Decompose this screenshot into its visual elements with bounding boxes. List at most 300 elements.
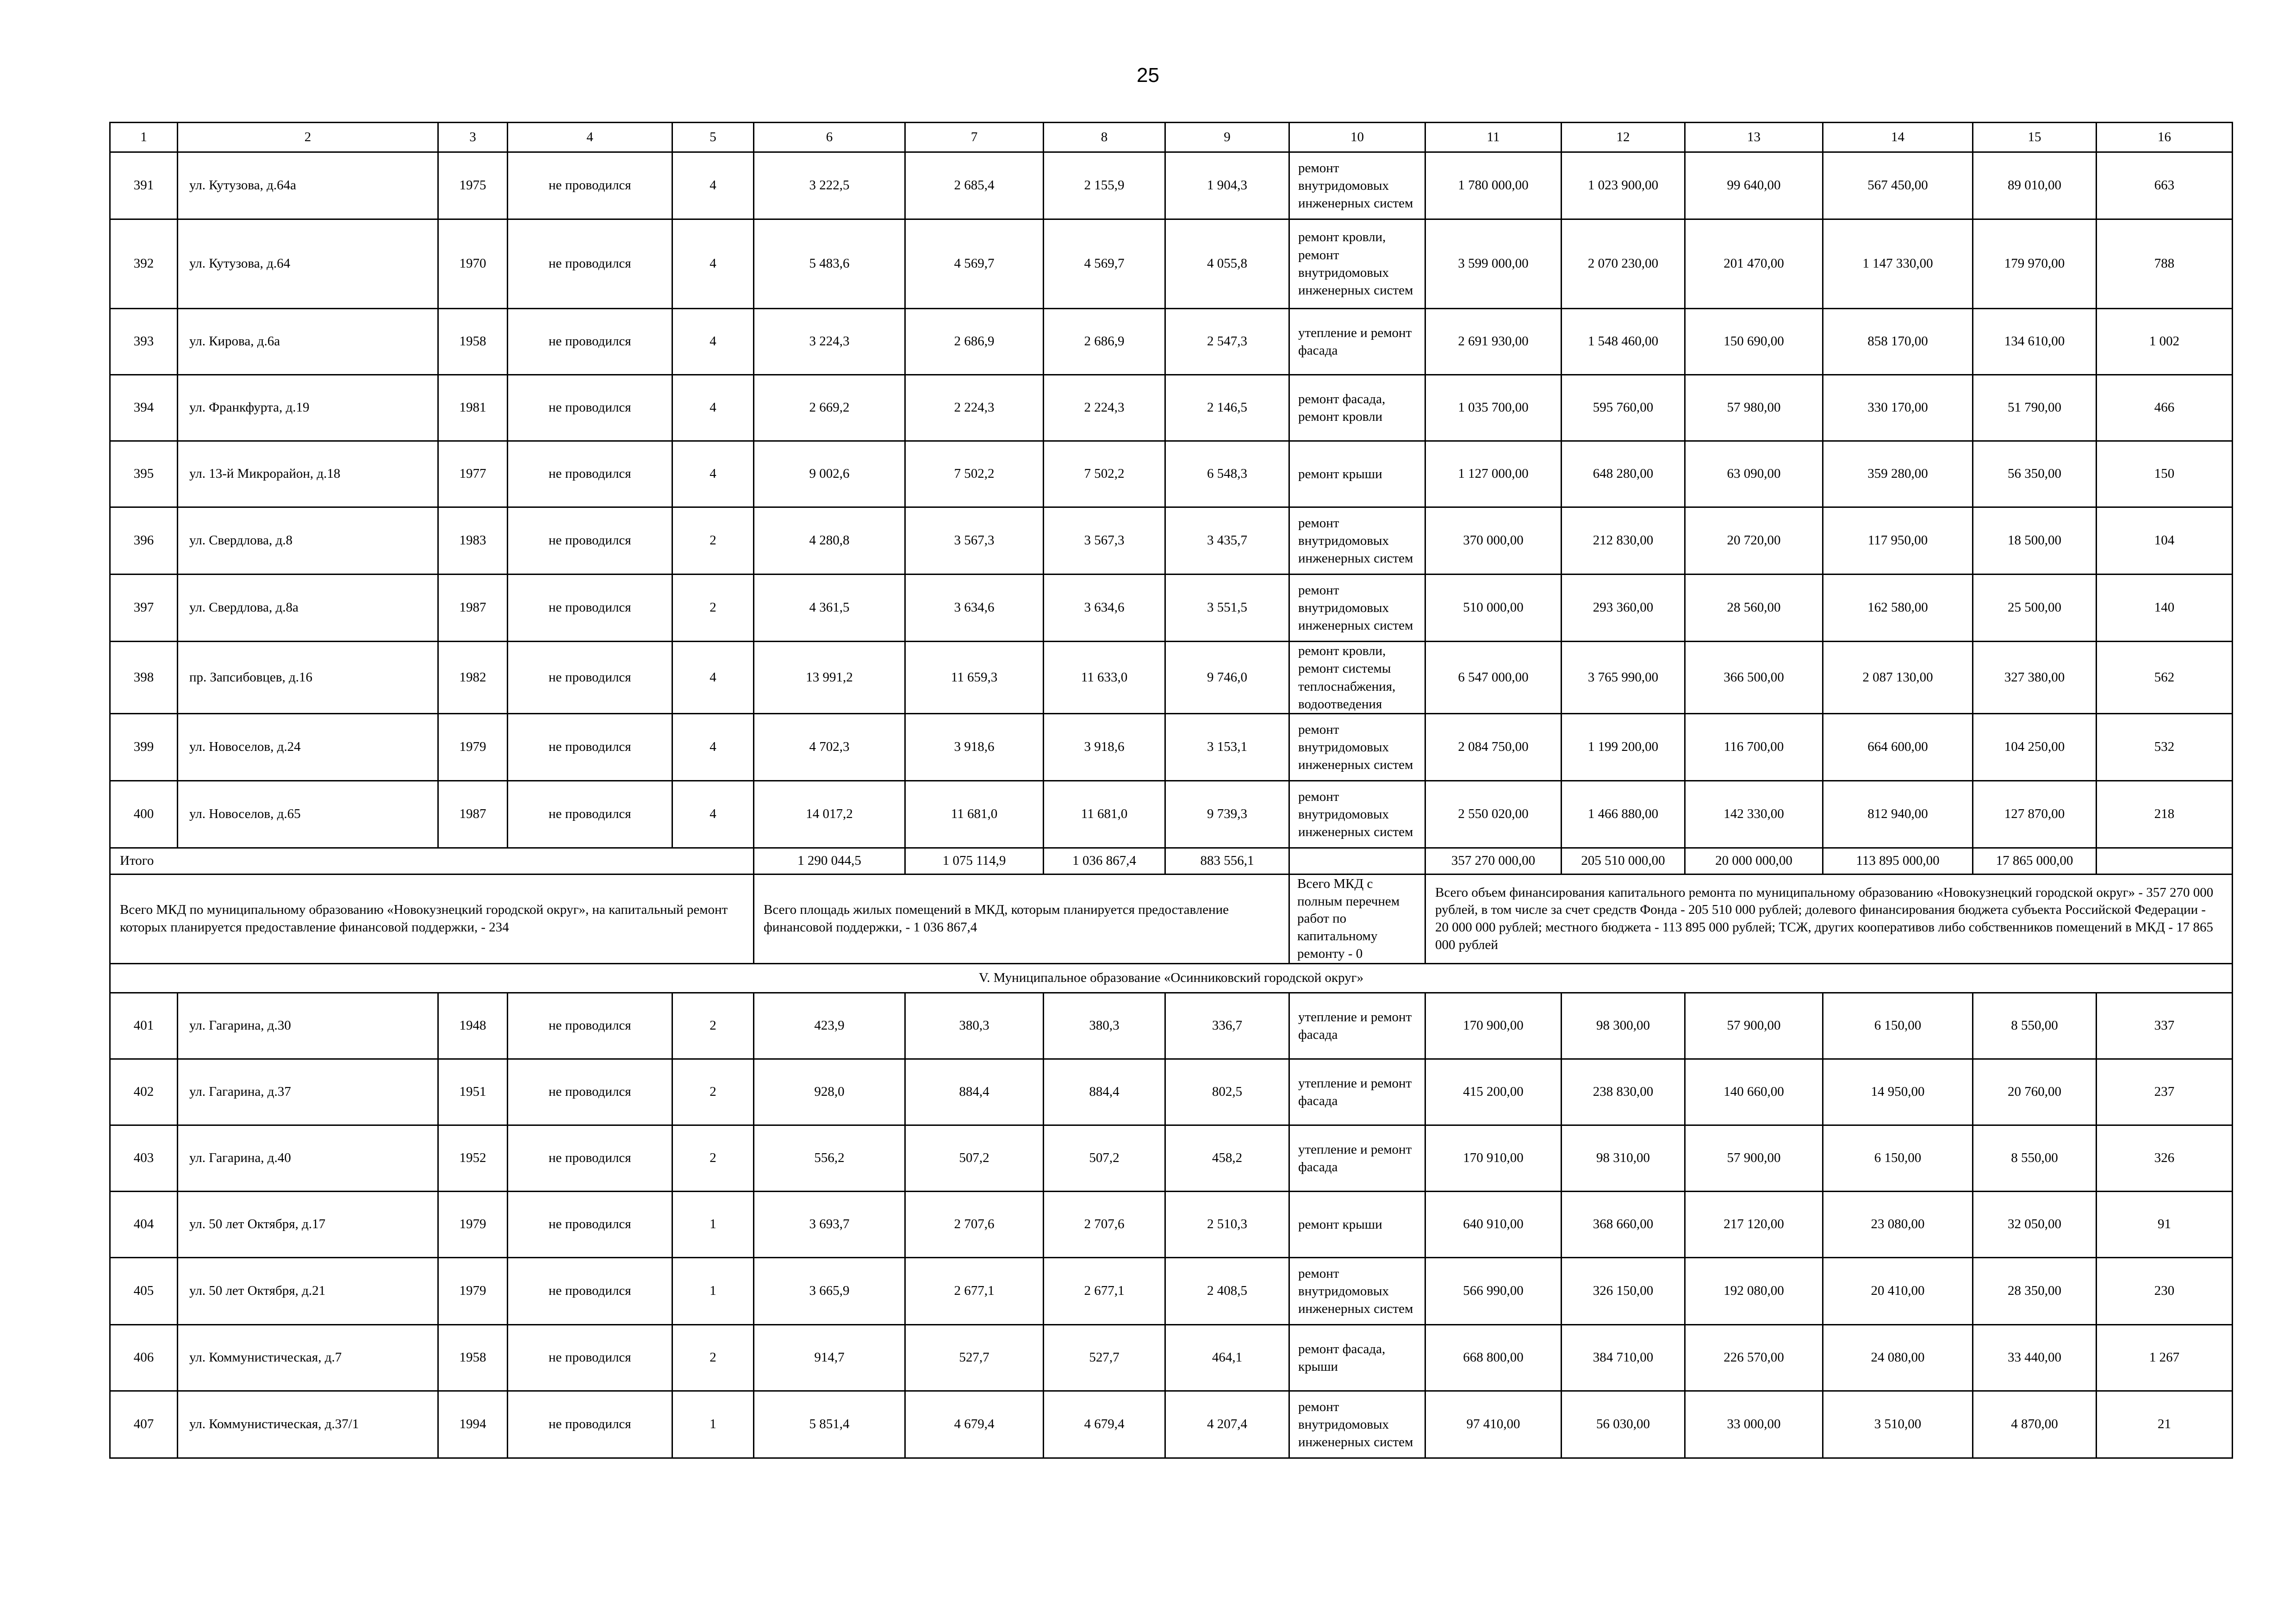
address-cell: ул. Коммунистическая, д.37/1	[178, 1391, 438, 1458]
table-cell: не проводился	[508, 219, 672, 309]
table-cell: 1	[672, 1391, 754, 1458]
table-cell: 507,2	[1044, 1125, 1165, 1192]
table-cell: 150 690,00	[1685, 309, 1823, 375]
table-row	[110, 152, 2233, 219]
table-cell: 2 408,5	[1165, 1258, 1289, 1325]
table-cell: 1 147 330,00	[1823, 219, 1973, 309]
table-cell: 2 691 930,00	[1425, 309, 1562, 375]
table-cell: 3 599 000,00	[1425, 219, 1562, 309]
table-cell: 150	[2097, 441, 2233, 507]
table-cell: 33 440,00	[1973, 1325, 2097, 1391]
table-cell: 99 640,00	[1685, 152, 1823, 219]
table-cell: 162 580,00	[1823, 575, 1973, 642]
table-cell: не проводился	[508, 309, 672, 375]
column-header: 3	[438, 123, 508, 152]
table-cell: 104 250,00	[1973, 714, 2097, 781]
table-cell: 2 070 230,00	[1562, 219, 1685, 309]
table-cell: 1987	[438, 575, 508, 642]
works-cell: утепление и ремонт фасада	[1289, 309, 1425, 375]
table-cell: 527,7	[905, 1325, 1044, 1391]
table-cell: 201 470,00	[1685, 219, 1823, 309]
table-cell: 464,1	[1165, 1325, 1289, 1391]
table-cell: 142 330,00	[1685, 781, 1823, 848]
table-cell: 394	[110, 375, 178, 441]
table-cell: 3 634,6	[905, 575, 1044, 642]
table-cell: 532	[2097, 714, 2233, 781]
table-cell: 4 055,8	[1165, 219, 1289, 309]
table-cell: 326	[2097, 1125, 2233, 1192]
table-cell: 98 300,00	[1562, 993, 1685, 1059]
table-cell: 4	[672, 781, 754, 848]
table-cell: 2	[672, 1059, 754, 1125]
table-cell: 2 685,4	[905, 152, 1044, 219]
table-cell: 2 510,3	[1165, 1192, 1289, 1258]
table-cell: 4	[672, 642, 754, 714]
table-cell: 928,0	[754, 1059, 905, 1125]
total-cell: 20 000 000,00	[1685, 848, 1823, 874]
table-cell: 20 720,00	[1685, 507, 1823, 575]
table-cell: 18 500,00	[1973, 507, 2097, 575]
table-cell: 23 080,00	[1823, 1192, 1973, 1258]
table-cell: 9 002,6	[754, 441, 905, 507]
table-cell: 404	[110, 1192, 178, 1258]
table-cell: 402	[110, 1059, 178, 1125]
table-cell: 884,4	[905, 1059, 1044, 1125]
table-row	[110, 1391, 2233, 1458]
table-cell: 9 746,0	[1165, 642, 1289, 714]
table-cell: 1 023 900,00	[1562, 152, 1685, 219]
table-cell: 2	[672, 993, 754, 1059]
table-cell: 117 950,00	[1823, 507, 1973, 575]
table-cell: 1958	[438, 309, 508, 375]
table-cell: 3 551,5	[1165, 575, 1289, 642]
table-row	[110, 375, 2233, 441]
table-cell: 406	[110, 1325, 178, 1391]
table-cell: 4 361,5	[754, 575, 905, 642]
table-cell: 595 760,00	[1562, 375, 1685, 441]
table-cell: 858 170,00	[1823, 309, 1973, 375]
table-cell: 218	[2097, 781, 2233, 848]
table-cell: 566 990,00	[1425, 1258, 1562, 1325]
table-cell: 179 970,00	[1973, 219, 2097, 309]
table-cell: 1952	[438, 1125, 508, 1192]
column-header: 7	[905, 123, 1044, 152]
table-cell: 1979	[438, 1192, 508, 1258]
table-cell: 1 466 880,00	[1562, 781, 1685, 848]
works-cell: ремонт внутридомовых инженерных систем	[1289, 507, 1425, 575]
table-cell: 5 851,4	[754, 1391, 905, 1458]
table-cell: 11 633,0	[1044, 642, 1165, 714]
table-cell: 336,7	[1165, 993, 1289, 1059]
table-cell: 359 280,00	[1823, 441, 1973, 507]
works-cell: утепление и ремонт фасада	[1289, 993, 1425, 1059]
table-cell: 4 870,00	[1973, 1391, 2097, 1458]
table-cell: не проводился	[508, 714, 672, 781]
table-cell: 63 090,00	[1685, 441, 1823, 507]
table-row	[110, 219, 2233, 309]
table-cell: 2 669,2	[754, 375, 905, 441]
table-cell: 2 146,5	[1165, 375, 1289, 441]
table-cell: 14 950,00	[1823, 1059, 1973, 1125]
table-cell: 326 150,00	[1562, 1258, 1685, 1325]
works-cell: ремонт фасада, крыши	[1289, 1325, 1425, 1391]
table-cell: 2 686,9	[1044, 309, 1165, 375]
address-cell: ул. Кутузова, д.64	[178, 219, 438, 309]
table-cell: 458,2	[1165, 1125, 1289, 1192]
table-cell: 3 693,7	[754, 1192, 905, 1258]
table-cell: 562	[2097, 642, 2233, 714]
table-body-block-2	[110, 993, 2233, 1458]
table-row	[110, 441, 2233, 507]
column-header: 11	[1425, 123, 1562, 152]
table-cell: 217 120,00	[1685, 1192, 1823, 1258]
total-cell: 113 895 000,00	[1823, 848, 1973, 874]
column-header: 10	[1289, 123, 1425, 152]
table-cell: 91	[2097, 1192, 2233, 1258]
table-cell: не проводился	[508, 441, 672, 507]
table-cell: 366 500,00	[1685, 642, 1823, 714]
table-cell: 4 679,4	[905, 1391, 1044, 1458]
works-cell: ремонт внутридомовых инженерных систем	[1289, 575, 1425, 642]
summary-area: Всего площадь жилых помещений в МКД, которым планируется предоставление финансовой поддержки, - 1 036 867,4	[754, 874, 1289, 964]
table-cell: 212 830,00	[1562, 507, 1685, 575]
table-cell: 28 350,00	[1973, 1258, 2097, 1325]
table-cell: 3 567,3	[905, 507, 1044, 575]
table-row	[110, 993, 2233, 1059]
table-cell: 9 739,3	[1165, 781, 1289, 848]
table-cell: 4 702,3	[754, 714, 905, 781]
table-cell: 393	[110, 309, 178, 375]
table-cell: 1981	[438, 375, 508, 441]
table-cell: 2	[672, 507, 754, 575]
address-cell: ул. 13-й Микрорайон, д.18	[178, 441, 438, 507]
table-cell: не проводился	[508, 1125, 672, 1192]
total-cell: 1 290 044,5	[754, 848, 905, 874]
table-cell: 398	[110, 642, 178, 714]
table-cell: 7 502,2	[1044, 441, 1165, 507]
table-cell: 392	[110, 219, 178, 309]
address-cell: ул. Кутузова, д.64а	[178, 152, 438, 219]
works-cell: ремонт кровли, ремонт системы теплоснабжения, водоотведения	[1289, 642, 1425, 714]
table-cell: 6 150,00	[1823, 1125, 1973, 1192]
table-cell: 293 360,00	[1562, 575, 1685, 642]
table-cell: 33 000,00	[1685, 1391, 1823, 1458]
table-cell: 368 660,00	[1562, 1192, 1685, 1258]
table-cell: 1979	[438, 714, 508, 781]
table-cell: 2 087 130,00	[1823, 642, 1973, 714]
table-cell: 4 207,4	[1165, 1391, 1289, 1458]
column-header: 9	[1165, 123, 1289, 152]
table-cell: 4	[672, 152, 754, 219]
column-number-row	[110, 123, 2233, 152]
table-cell: 466	[2097, 375, 2233, 441]
table-cell: 89 010,00	[1973, 152, 2097, 219]
table-cell: 11 659,3	[905, 642, 1044, 714]
table-cell: 11 681,0	[905, 781, 1044, 848]
column-header: 6	[754, 123, 905, 152]
table-cell: 6 150,00	[1823, 993, 1973, 1059]
table-cell: 20 410,00	[1823, 1258, 1973, 1325]
table-cell: 664 600,00	[1823, 714, 1973, 781]
total-row	[110, 848, 2233, 874]
column-header: 5	[672, 123, 754, 152]
table-cell: 1979	[438, 1258, 508, 1325]
table-cell: 1	[672, 1192, 754, 1258]
table-cell: 914,7	[754, 1325, 905, 1391]
total-cell: 205 510 000,00	[1562, 848, 1685, 874]
table-cell: 648 280,00	[1562, 441, 1685, 507]
table-cell: 1 904,3	[1165, 152, 1289, 219]
table-cell: 812 940,00	[1823, 781, 1973, 848]
total-cell: 357 270 000,00	[1425, 848, 1562, 874]
table-cell: 25 500,00	[1973, 575, 2097, 642]
table-cell: 2	[672, 1325, 754, 1391]
works-cell: утепление и ремонт фасада	[1289, 1125, 1425, 1192]
table-row	[110, 1059, 2233, 1125]
table-cell: 403	[110, 1125, 178, 1192]
total-cell: 1 075 114,9	[905, 848, 1044, 874]
address-cell: пр. Запсибовцев, д.16	[178, 642, 438, 714]
table-cell: 1948	[438, 993, 508, 1059]
table-cell: 380,3	[905, 993, 1044, 1059]
table-row	[110, 781, 2233, 848]
table-cell: 226 570,00	[1685, 1325, 1823, 1391]
column-header: 1	[110, 123, 178, 152]
table-cell: не проводился	[508, 1192, 672, 1258]
table-cell: 370 000,00	[1425, 507, 1562, 575]
table-cell: 56 030,00	[1562, 1391, 1685, 1458]
table-cell: 2 677,1	[1044, 1258, 1165, 1325]
table-cell: 97 410,00	[1425, 1391, 1562, 1458]
table-cell: 556,2	[754, 1125, 905, 1192]
table-cell: 802,5	[1165, 1059, 1289, 1125]
table-row	[110, 714, 2233, 781]
table-cell: не проводился	[508, 375, 672, 441]
table-cell: 3 918,6	[905, 714, 1044, 781]
table-cell: 384 710,00	[1562, 1325, 1685, 1391]
address-cell: ул. Новоселов, д.65	[178, 781, 438, 848]
works-cell: ремонт внутридомовых инженерных систем	[1289, 1258, 1425, 1325]
table-cell: 1987	[438, 781, 508, 848]
table-cell: не проводился	[508, 642, 672, 714]
summary-financing: Всего объем финансирования капитального ремонта по муниципальному образованию «Новокузнецкий городской округ» - 357 270 000 рублей, в том числе за счет средств Фонда - 205 510 000 рублей; долевого финансирования бюджета субъекта Российской Федерации - 20 000 000 рублей; местного бюджета - 113 895 000 рублей; ТСЖ, других кооперативов либо собственников помещений в МКД - 17 865 000 рублей	[1425, 874, 2233, 964]
table-cell: 4 280,8	[754, 507, 905, 575]
table-cell: 1977	[438, 441, 508, 507]
table-cell: 4	[672, 309, 754, 375]
table-cell: 140 660,00	[1685, 1059, 1823, 1125]
total-label: Итого	[110, 848, 754, 874]
table-row	[110, 1192, 2233, 1258]
table-cell: 330 170,00	[1823, 375, 1973, 441]
table-cell: 400	[110, 781, 178, 848]
works-cell: ремонт фасада, ремонт кровли	[1289, 375, 1425, 441]
table-cell: 134 610,00	[1973, 309, 2097, 375]
works-cell: утепление и ремонт фасада	[1289, 1059, 1425, 1125]
table-cell: не проводился	[508, 993, 672, 1059]
address-cell: ул. 50 лет Октября, д.17	[178, 1192, 438, 1258]
table-row	[110, 507, 2233, 575]
table-cell: 57 900,00	[1685, 993, 1823, 1059]
table-cell: 1951	[438, 1059, 508, 1125]
table-cell: 57 980,00	[1685, 375, 1823, 441]
table-cell: не проводился	[508, 1258, 672, 1325]
table-cell: 395	[110, 441, 178, 507]
table-cell: 4 569,7	[905, 219, 1044, 309]
table-cell: 415 200,00	[1425, 1059, 1562, 1125]
table-cell: 3 435,7	[1165, 507, 1289, 575]
column-header: 12	[1562, 123, 1685, 152]
address-cell: ул. 50 лет Октября, д.21	[178, 1258, 438, 1325]
works-cell: ремонт крыши	[1289, 1192, 1425, 1258]
table-cell: 237	[2097, 1059, 2233, 1125]
address-cell: ул. Гагарина, д.40	[178, 1125, 438, 1192]
table-cell: 399	[110, 714, 178, 781]
table-cell: 567 450,00	[1823, 152, 1973, 219]
table-cell: 11 681,0	[1044, 781, 1165, 848]
table-cell: не проводился	[508, 575, 672, 642]
table-cell: 337	[2097, 993, 2233, 1059]
table-cell: 3 153,1	[1165, 714, 1289, 781]
table-cell: 140	[2097, 575, 2233, 642]
table-cell: 423,9	[754, 993, 905, 1059]
table-cell: 13 991,2	[754, 642, 905, 714]
table-cell: 2 547,3	[1165, 309, 1289, 375]
table-row	[110, 1258, 2233, 1325]
table-cell: 6 548,3	[1165, 441, 1289, 507]
table-cell: 3 224,3	[754, 309, 905, 375]
table-body-block-1	[110, 152, 2233, 848]
address-cell: ул. Новоселов, д.24	[178, 714, 438, 781]
table-cell: 1994	[438, 1391, 508, 1458]
table-cell: 391	[110, 152, 178, 219]
works-cell: ремонт внутридомовых инженерных систем	[1289, 781, 1425, 848]
total-cell	[1289, 848, 1425, 874]
table-row	[110, 1125, 2233, 1192]
table-cell: 405	[110, 1258, 178, 1325]
table-cell: 1 035 700,00	[1425, 375, 1562, 441]
table-cell: 396	[110, 507, 178, 575]
table-cell: 8 550,00	[1973, 993, 2097, 1059]
table-cell: не проводился	[508, 1391, 672, 1458]
table-cell: 1 199 200,00	[1562, 714, 1685, 781]
address-cell: ул. Коммунистическая, д.7	[178, 1325, 438, 1391]
table-cell: 4 679,4	[1044, 1391, 1165, 1458]
total-cell: 17 865 000,00	[1973, 848, 2097, 874]
works-cell: ремонт внутридомовых инженерных систем	[1289, 714, 1425, 781]
total-cell: 883 556,1	[1165, 848, 1289, 874]
table-cell: 98 310,00	[1562, 1125, 1685, 1192]
table-cell: 788	[2097, 219, 2233, 309]
table-cell: 2 224,3	[1044, 375, 1165, 441]
table-cell: 2	[672, 1125, 754, 1192]
table-cell: 57 900,00	[1685, 1125, 1823, 1192]
table-cell: 3 567,3	[1044, 507, 1165, 575]
table-cell: 510 000,00	[1425, 575, 1562, 642]
table-cell: 640 910,00	[1425, 1192, 1562, 1258]
column-header: 8	[1044, 123, 1165, 152]
table-cell: 1958	[438, 1325, 508, 1391]
table-cell: 397	[110, 575, 178, 642]
table-cell: 127 870,00	[1973, 781, 2097, 848]
table-cell: 170 900,00	[1425, 993, 1562, 1059]
table-cell: 2	[672, 575, 754, 642]
table-cell: 5 483,6	[754, 219, 905, 309]
column-header: 16	[2097, 123, 2233, 152]
table-cell: 1975	[438, 152, 508, 219]
column-header: 14	[1823, 123, 1973, 152]
table-cell: не проводился	[508, 152, 672, 219]
table-cell: 3 765 990,00	[1562, 642, 1685, 714]
summary-full-works: Всего МКД с полным перечнем работ по капитальному ремонту - 0	[1289, 874, 1425, 964]
table-cell: 3 918,6	[1044, 714, 1165, 781]
table-cell: не проводился	[508, 507, 672, 575]
column-header: 15	[1973, 123, 2097, 152]
table-cell: 1983	[438, 507, 508, 575]
table-cell: 238 830,00	[1562, 1059, 1685, 1125]
table-cell: 1982	[438, 642, 508, 714]
table-cell: 3 222,5	[754, 152, 905, 219]
address-cell: ул. Свердлова, д.8	[178, 507, 438, 575]
table-cell: 1 127 000,00	[1425, 441, 1562, 507]
table-cell: 192 080,00	[1685, 1258, 1823, 1325]
table-cell: 20 760,00	[1973, 1059, 2097, 1125]
column-header: 2	[178, 123, 438, 152]
address-cell: ул. Франкфурта, д.19	[178, 375, 438, 441]
summary-mkd-count: Всего МКД по муниципальному образованию «Новокузнецкий городской округ», на капитальный ремонт которых планируется предоставление финансовой поддержки, - 234	[110, 874, 754, 964]
table-cell: 104	[2097, 507, 2233, 575]
table-cell: 4	[672, 375, 754, 441]
address-cell: ул. Гагарина, д.37	[178, 1059, 438, 1125]
table-cell: 2 155,9	[1044, 152, 1165, 219]
table-cell: не проводился	[508, 1059, 672, 1125]
table-cell: 380,3	[1044, 993, 1165, 1059]
table-cell: 1 780 000,00	[1425, 152, 1562, 219]
table-cell: 6 547 000,00	[1425, 642, 1562, 714]
table-cell: не проводился	[508, 781, 672, 848]
works-cell: ремонт внутридомовых инженерных систем	[1289, 1391, 1425, 1458]
table-cell: 2 677,1	[905, 1258, 1044, 1325]
table-cell: 2 550 020,00	[1425, 781, 1562, 848]
table-cell: 24 080,00	[1823, 1325, 1973, 1391]
address-cell: ул. Кирова, д.6а	[178, 309, 438, 375]
table-cell: 663	[2097, 152, 2233, 219]
table-cell: 4	[672, 441, 754, 507]
table-cell: 116 700,00	[1685, 714, 1823, 781]
table-cell: 3 634,6	[1044, 575, 1165, 642]
table-cell: 28 560,00	[1685, 575, 1823, 642]
table-row	[110, 575, 2233, 642]
table-cell: 4	[672, 714, 754, 781]
section-title: V. Муниципальное образование «Осинниковский городской округ»	[110, 964, 2233, 993]
table-cell: 1 548 460,00	[1562, 309, 1685, 375]
table-cell: 1 267	[2097, 1325, 2233, 1391]
table-cell: 8 550,00	[1973, 1125, 2097, 1192]
table-cell: 2 224,3	[905, 375, 1044, 441]
address-cell: ул. Свердлова, д.8а	[178, 575, 438, 642]
table-cell: 2 707,6	[905, 1192, 1044, 1258]
total-cell: 1 036 867,4	[1044, 848, 1165, 874]
address-cell: ул. Гагарина, д.30	[178, 993, 438, 1059]
table-cell: 32 050,00	[1973, 1192, 2097, 1258]
table-row	[110, 309, 2233, 375]
table-row	[110, 642, 2233, 714]
table-cell: 527,7	[1044, 1325, 1165, 1391]
table-cell: 407	[110, 1391, 178, 1458]
column-header: 13	[1685, 123, 1823, 152]
summary-row	[110, 874, 2233, 964]
table-cell: 2 686,9	[905, 309, 1044, 375]
table-cell: 327 380,00	[1973, 642, 2097, 714]
